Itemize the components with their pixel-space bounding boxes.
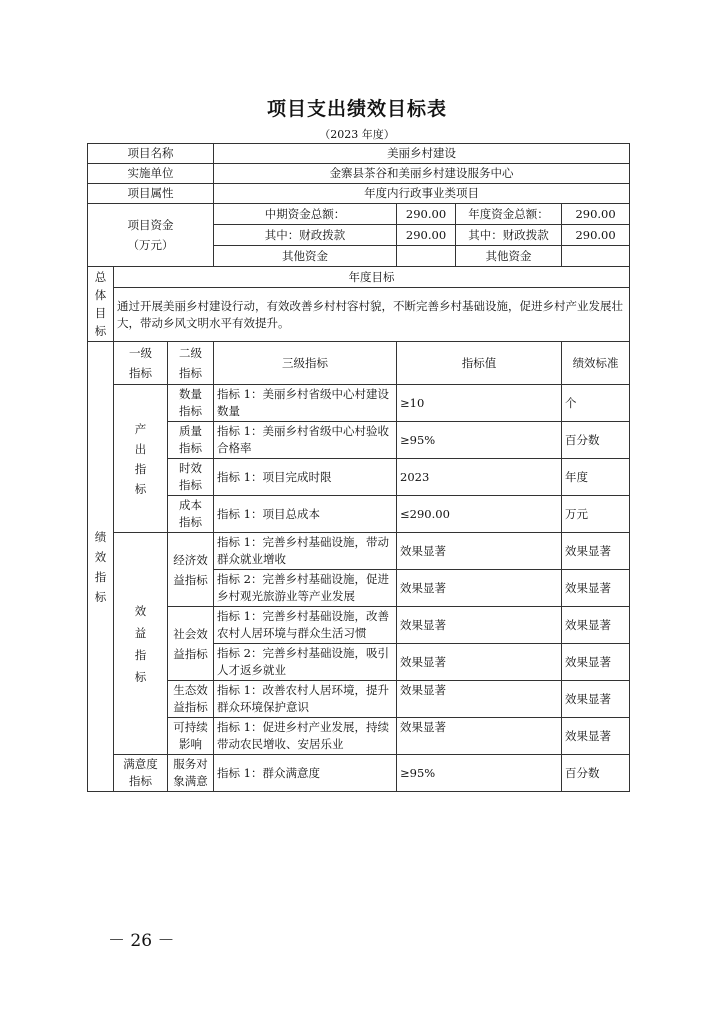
value-attribute: 年度内行政事业类项目	[214, 184, 630, 204]
benefit-value: 效果显著	[397, 681, 562, 718]
label-year-total: 年度资金总额：	[456, 204, 562, 225]
output-l3: 指标 1：美丽乡村省级中心村建设数量	[214, 385, 397, 422]
satisfaction-l2: 服务对 象满意	[168, 755, 214, 792]
label-econ-benefit: 经济效 益指标	[168, 533, 214, 607]
label-perf-indicators: 绩 效 指 标	[88, 342, 114, 792]
table-row	[88, 496, 630, 533]
row-goal-text	[88, 288, 630, 342]
value-year-fiscal: 290.00	[562, 225, 630, 246]
table-row	[88, 385, 630, 422]
value-mid-fiscal: 290.00	[397, 225, 456, 246]
row-goal-header	[88, 267, 630, 288]
benefit-value: 效果显著	[397, 533, 562, 570]
label-social-benefit: 社会效 益指标	[168, 607, 214, 681]
row-project-name	[88, 144, 630, 164]
page-title: 项目支出绩效目标表	[266, 98, 447, 120]
benefit-standard: 效果显著	[562, 681, 630, 718]
benefit-standard: 效果显著	[562, 644, 630, 681]
output-value: ≥95%	[397, 422, 562, 459]
label-year-other: 其他资金	[456, 246, 562, 267]
label-output: 产 出 指 标	[114, 385, 168, 533]
benefit-value: 效果显著	[397, 718, 562, 755]
value-unit: 金寨县茶谷和美丽乡村建设服务中心	[214, 164, 630, 184]
benefit-value: 效果显著	[397, 570, 562, 607]
header-level2: 二级 指标	[168, 342, 214, 385]
value-year-total: 290.00	[562, 204, 630, 225]
label-benefit: 效 益 指 标	[114, 533, 168, 755]
benefit-standard: 效果显著	[562, 570, 630, 607]
performance-table	[87, 143, 630, 792]
table-row	[88, 718, 630, 755]
output-l2: 数量 指标	[168, 385, 214, 422]
benefit-l3: 指标 1：改善农村人居环境，提升群众环境保护意识	[214, 681, 397, 718]
label-sustain: 可持续 影响	[168, 718, 214, 755]
label-mid-total: 中期资金总额：	[214, 204, 397, 225]
row-perf-header	[88, 342, 630, 385]
page-number: － 26 －	[108, 931, 175, 951]
benefit-standard: 效果显著	[562, 607, 630, 644]
benefit-value: 效果显著	[397, 607, 562, 644]
row-unit	[88, 164, 630, 184]
value-mid-total: 290.00	[397, 204, 456, 225]
benefit-standard: 效果显著	[562, 718, 630, 755]
satisfaction-standard: 百分数	[562, 755, 630, 792]
benefit-l3: 指标 1：完善乡村基础设施，带动群众就业增收	[214, 533, 397, 570]
goal-text: 通过开展美丽乡村建设行动，有效改善乡村村容村貌，不断完善乡村基础设施，促进乡村产业发展壮大，带动乡风文明水平有效提升。	[114, 288, 630, 342]
row-funds-total	[88, 204, 630, 225]
output-l3: 指标 1：项目完成时限	[214, 459, 397, 496]
header-standard: 绩效标准	[562, 342, 630, 385]
output-standard: 个	[562, 385, 630, 422]
output-standard: 年度	[562, 459, 630, 496]
benefit-l3: 指标 2：完善乡村基础设施，吸引人才返乡就业	[214, 644, 397, 681]
table-row	[88, 533, 630, 570]
output-l2: 质量 指标	[168, 422, 214, 459]
label-overall-goal: 总 体 目 标	[88, 267, 114, 342]
output-value: ≤290.00	[397, 496, 562, 533]
table-row	[88, 607, 630, 644]
satisfaction-l3: 指标 1：群众满意度	[214, 755, 397, 792]
table-row	[88, 755, 630, 792]
row-attribute	[88, 184, 630, 204]
satisfaction-value: ≥95%	[397, 755, 562, 792]
label-project-name: 项目名称	[88, 144, 214, 164]
label-mid-fiscal: 其中：财政拨款	[214, 225, 397, 246]
label-eco-benefit: 生态效 益指标	[168, 681, 214, 718]
output-l3: 指标 1：美丽乡村省级中心村验收合格率	[214, 422, 397, 459]
year-subtitle: （2023 年度）	[319, 128, 395, 141]
benefit-l3: 指标 1：完善乡村基础设施，改善农村人居环境与群众生活习惯	[214, 607, 397, 644]
header-level1: 一级 指标	[114, 342, 168, 385]
label-satisfaction: 满意度 指标	[114, 755, 168, 792]
table-row	[88, 422, 630, 459]
output-value: 2023	[397, 459, 562, 496]
table-row	[88, 459, 630, 496]
value-mid-other	[397, 246, 456, 267]
value-year-other	[562, 246, 630, 267]
header-level3: 三级指标	[214, 342, 397, 385]
header-value: 指标值	[397, 342, 562, 385]
output-standard: 百分数	[562, 422, 630, 459]
output-standard: 万元	[562, 496, 630, 533]
label-unit: 实施单位	[88, 164, 214, 184]
output-l3: 指标 1：项目总成本	[214, 496, 397, 533]
benefit-l3: 指标 2：完善乡村基础设施，促进乡村观光旅游业等产业发展	[214, 570, 397, 607]
output-l2: 成本 指标	[168, 496, 214, 533]
goal-header: 年度目标	[114, 267, 630, 288]
value-project-name: 美丽乡村建设	[214, 144, 630, 164]
benefit-standard: 效果显著	[562, 533, 630, 570]
table-row	[88, 681, 630, 718]
output-value: ≥10	[397, 385, 562, 422]
benefit-l3: 指标 1：促进乡村产业发展，持续带动农民增收、安居乐业	[214, 718, 397, 755]
label-year-fiscal: 其中：财政拨款	[456, 225, 562, 246]
label-mid-other: 其他资金	[214, 246, 397, 267]
label-funds: 项目资金 （万元）	[88, 204, 214, 267]
output-l2: 时效 指标	[168, 459, 214, 496]
label-attribute: 项目属性	[88, 184, 214, 204]
benefit-value: 效果显著	[397, 644, 562, 681]
